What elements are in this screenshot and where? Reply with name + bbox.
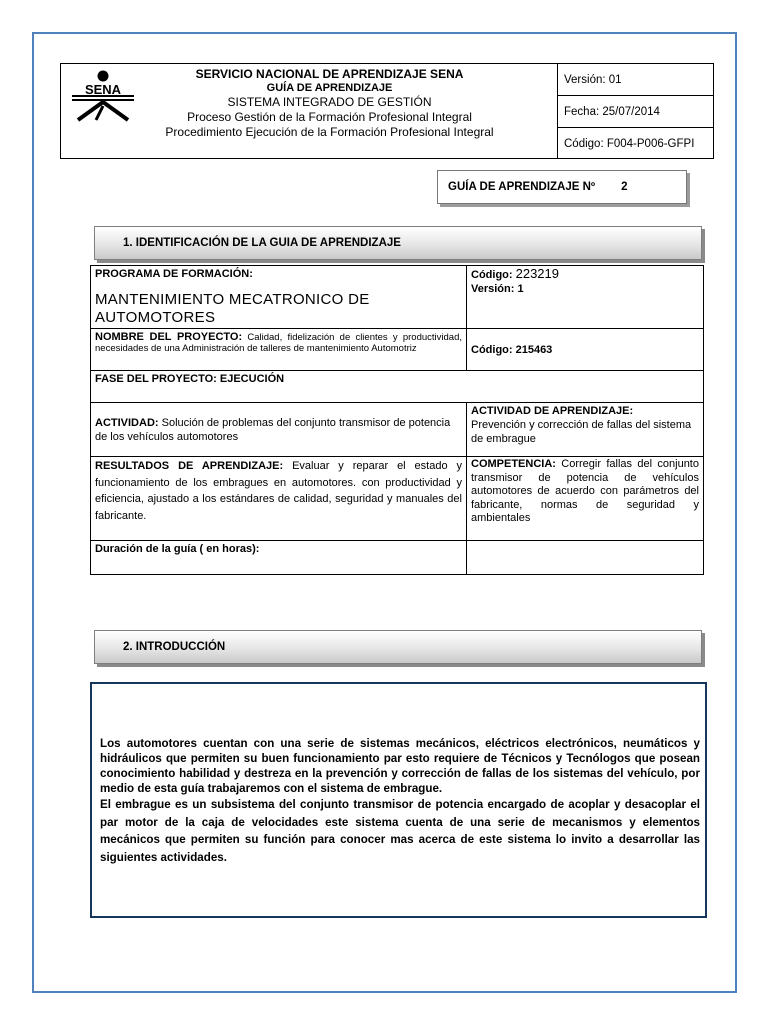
header-date: Fecha: 25/07/2014	[558, 96, 713, 128]
actividad-aprendizaje-value: Prevención y corrección de fallas del sistema de embrague	[471, 419, 692, 445]
programa-code-cell	[467, 266, 704, 329]
document-header	[60, 63, 714, 159]
competencia-value: Corregir fallas del conjunto transmisor de potencia de vehículos automotores de acuerdo con parámetros del fabricante, normas de seguridad y ambientales	[471, 458, 699, 524]
actividad-label: ACTIVIDAD:	[95, 416, 159, 429]
section-1-title: 1. IDENTIFICACIÓN DE LA GUIA DE APRENDIZAJE	[123, 237, 401, 249]
resultados-value: Evaluar y reparar el estado y funcionamiento de los embragues en automotores. con productividad y eficiencia, ajustado a los estándares de calidad, seguridad y manuales del fabricante.	[95, 460, 462, 522]
header-title-block	[60, 63, 557, 159]
guide-number-label: GUÍA DE APRENDIZAJE Nº	[448, 181, 596, 193]
proyecto-codigo: Código: 215463	[471, 343, 553, 356]
proyecto-cell	[91, 329, 467, 371]
header-doc-type: GUÍA DE APRENDIZAJE	[266, 82, 393, 94]
section-1-heading	[94, 226, 702, 260]
header-system: SISTEMA INTEGRADO DE GESTIÓN	[227, 95, 432, 109]
header-process: Proceso Gestión de la Formación Profesional Integral	[187, 110, 472, 124]
intro-paragraph-2: El embrague es un subsistema del conjunto transmisor de potencia encargado de acoplar y desacoplar el par motor de la caja de velocidades este sistema cuenta de una serie de mecanismos y elementos mecánicos que permiten su función para conocer mas acerca de este sistema lo invito a desarrollar las siguientes actividades.	[100, 798, 700, 864]
identification-table	[90, 265, 704, 575]
actividad-aprendizaje-cell	[467, 403, 704, 457]
duracion-label: Duración de la guía ( en horas):	[95, 543, 260, 555]
guide-number-box	[437, 170, 687, 204]
guide-number-value: 2	[621, 181, 628, 193]
resultados-cell	[91, 457, 467, 541]
header-org: SERVICIO NACIONAL DE APRENDIZAJE SENA	[195, 67, 464, 81]
duracion-cell	[91, 541, 467, 575]
programa-cell	[91, 266, 467, 329]
programa-codigo-value: 223219	[515, 266, 559, 281]
header-meta-block	[557, 63, 714, 159]
proyecto-code-cell	[467, 329, 704, 371]
proyecto-value: Calidad, fidelización de clientes y productividad, necesidades de una Administración de talleres de mantenimiento Automotriz	[95, 332, 462, 354]
competencia-cell	[467, 457, 704, 541]
duracion-value-cell	[467, 541, 704, 575]
intro-paragraph-1: Los automotores cuentan con una serie de sistemas mecánicos, eléctricos electrónicos, neumáticos y hidráulicos que permiten su buen funcionamiento par esto requiere de Técnicos y Tecnólogos que posean conocimiento habilidad y destreza en la prevención y corrección de fallas de los sistemas del vehículo, por medio de esta guía trabajaremos con el sistema de embrague.	[100, 737, 700, 795]
actividad-cell	[91, 403, 467, 457]
programa-version: Versión: 1	[471, 283, 524, 295]
programa-label: PROGRAMA DE FORMACIÓN:	[95, 268, 253, 280]
introduction-box	[90, 682, 707, 918]
section-2-title: 2. INTRODUCCIÓN	[123, 641, 226, 653]
programa-value: MANTENIMIENTO MECATRONICO DE AUTOMOTORES	[95, 291, 370, 326]
resultados-label: RESULTADOS DE APRENDIZAJE:	[95, 460, 284, 472]
section-2-heading	[94, 630, 702, 664]
sena-logo-text: SENA	[84, 82, 122, 97]
actividad-value: Solución de problemas del conjunto transmisor de potencia de los vehículos automotores	[95, 416, 451, 443]
fase-cell	[91, 371, 704, 403]
proyecto-label: NOMBRE DEL PROYECTO:	[95, 331, 243, 343]
header-code: Código: F004-P006-GFPI	[564, 138, 695, 150]
competencia-label: COMPETENCIA:	[471, 458, 556, 470]
header-version: Versión: 01	[558, 64, 713, 96]
actividad-aprendizaje-label: ACTIVIDAD DE APRENDIZAJE:	[471, 405, 634, 417]
header-procedure: Procedimiento Ejecución de la Formación Profesional Integral	[165, 125, 494, 139]
fase-text: FASE DEL PROYECTO: EJECUCIÓN	[95, 373, 285, 385]
programa-codigo-label: Código:	[471, 269, 513, 281]
